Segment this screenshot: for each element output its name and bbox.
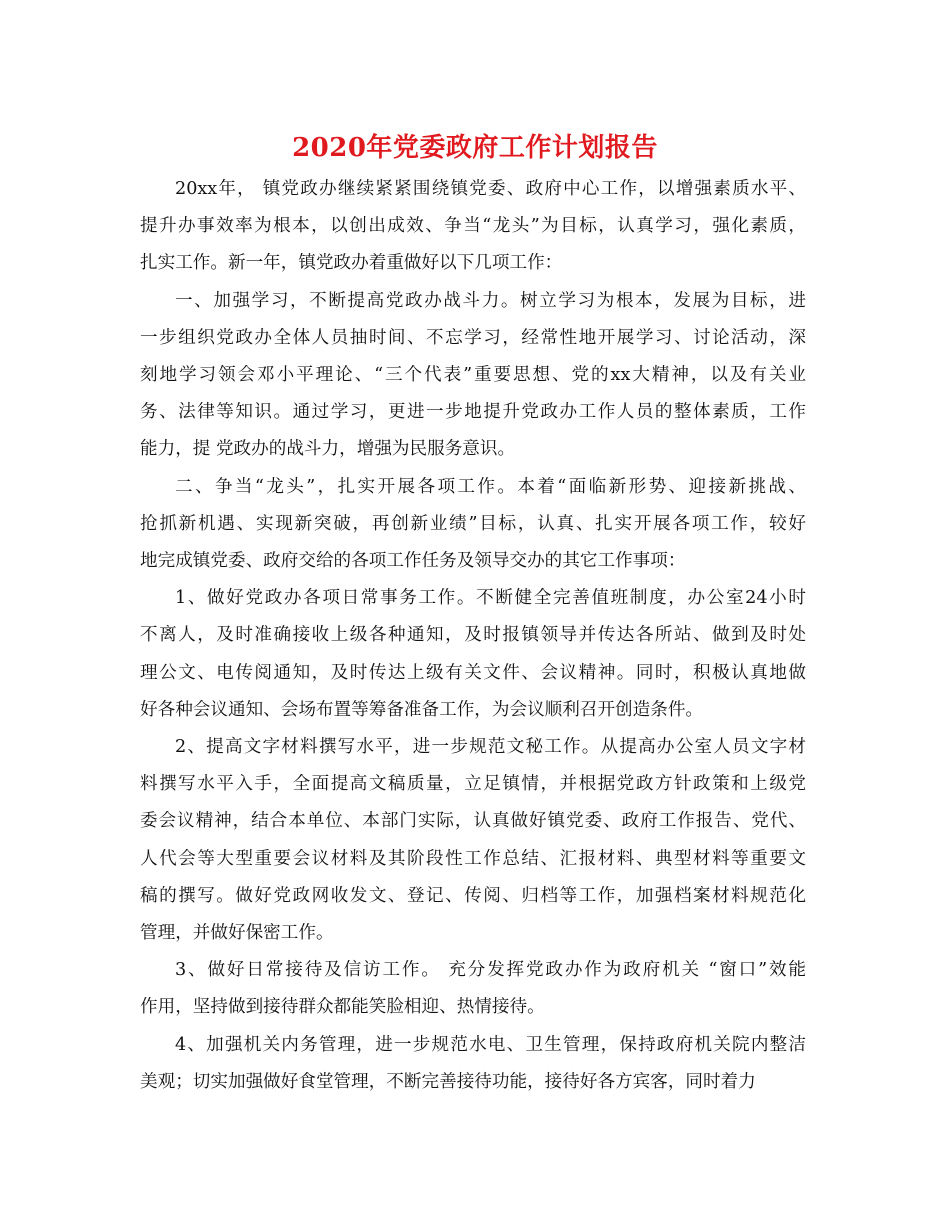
paragraph: [140, 952, 806, 1026]
paragraph: [140, 469, 806, 581]
paragraph: [140, 283, 806, 469]
text-line: 能力，提 党政办的战斗力，增强为民服务意识。: [140, 439, 516, 460]
text-line: 好各种会议通知、会场布置等筹备准备工作，为会议顺利召开创造条件。: [140, 699, 704, 720]
text-line: 稿的撰写。做好党政网收发文、登记、传阅、归档等工作，加强档案材料规范化: [140, 885, 806, 906]
document-body: [140, 171, 806, 1101]
text-line: 二、争当“龙头”，扎实开展各项工作。本着“面临新形势、迎接新挑战、: [175, 476, 806, 497]
text-line: 一、加强学习，不断提高党政办战斗力。树立学习为根本，发展为目标，进: [175, 290, 806, 311]
text-line: 不离人，及时准确接收上级各种通知，及时报镇领导并传达各所站、做到及时处: [140, 625, 806, 646]
text-line: 抢抓新机遇、实现新突破，再创新业绩”目标，认真、扎实开展各项工作，较好: [140, 513, 806, 534]
document-title: 2020年党委政府工作计划报告: [292, 133, 658, 163]
text-line: 扎实工作。新一年，镇党政办着重做好以下几项工作：: [140, 253, 563, 274]
text-line: 一步组织党政办全体人员抽时间、不忘学习，经常性地开展学习、讨论活动，深: [140, 327, 806, 348]
paragraph: [140, 729, 806, 952]
text-line: 地完成镇党委、政府交给的各项工作任务及领导交办的其它工作事项：: [140, 551, 686, 572]
text-line: 20xx年， 镇党政办继续紧紧围绕镇党委、政府中心工作，以增强素质水平、: [175, 179, 806, 199]
text-line: 料撰写水平入手，全面提高文稿质量，立足镇情，并根据党政方针政策和上级党: [140, 774, 806, 795]
text-line: 委会议精神，结合本单位、本部门实际，认真做好镇党委、政府工作报告、党代、: [140, 811, 806, 832]
text-line: 管理，并做好保密工作。: [140, 923, 334, 944]
paragraph: [140, 580, 806, 729]
text-line: 提升办事效率为根本，以创出成效、争当“龙头”为目标，认真学习，强化素质，: [140, 216, 806, 237]
text-line: 作用，坚持做到接待群众都能笑脸相迎、热情接待。: [140, 997, 545, 1018]
text-line: 理公文、电传阅通知，及时传达上级有关文件、会议精神。同时，积极认真地做: [140, 662, 806, 683]
text-line: 1、做好党政办各项日常事务工作。不断健全完善值班制度，办公室24小时: [175, 588, 806, 609]
text-line: 务、法律等知识。通过学习，更进一步地提升党政办工作人员的整体素质，工作: [140, 402, 806, 423]
paragraph: [140, 171, 806, 283]
paragraph: [140, 1027, 806, 1101]
text-line: 4、加强机关内务管理，进一步规范水电、卫生管理，保持政府机关院内整洁: [175, 1034, 806, 1055]
text-line: 美观；切实加强做好食堂管理，不断完善接待功能，接待好各方宾客，同时着力: [140, 1071, 756, 1092]
text-line: 刻地学习领会邓小平理论、“三个代表”重要思想、党的xx大精神，以及有关业: [140, 365, 806, 386]
text-line: 人代会等大型重要会议材料及其阶段性工作总结、汇报材料、典型材料等重要文: [140, 848, 806, 869]
text-line: 3、做好日常接待及信访工作。 充分发挥党政办作为政府机关 “窗口”效能: [175, 960, 806, 981]
text-line: 2、提高文字材料撰写水平，进一步规范文秘工作。从提高办公室人员文字材: [175, 737, 806, 758]
